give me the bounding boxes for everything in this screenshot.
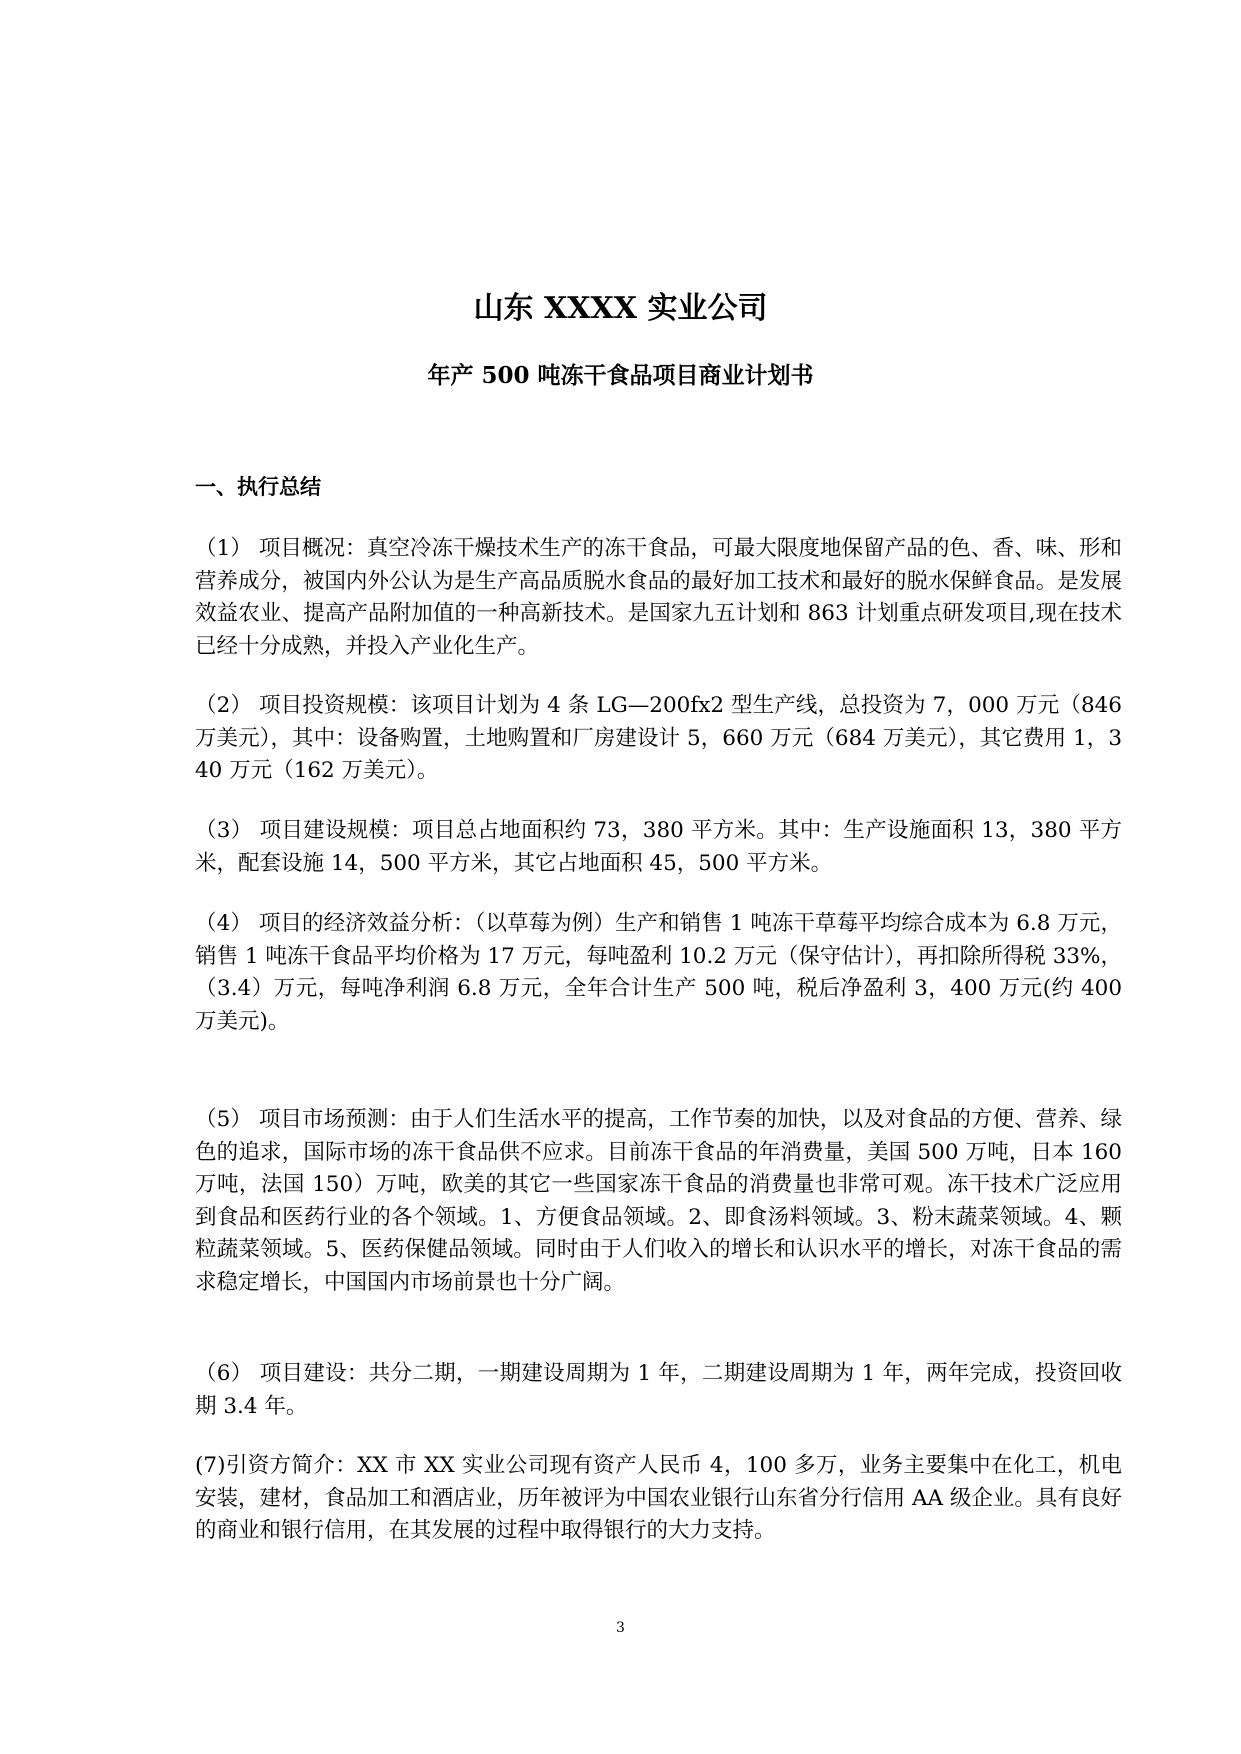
paragraph-project-overview: （1） 项目概况：真空冷冻干燥技术生产的冻干食品，可最大限度地保留产品的色、香、味、形和营养成分，被国内外公认为是生产高品质脱水食品的最好加工技术和最好的脱水保鲜食品。是发展效益农业、提高产品附加值的一种高新技术。是国家九五计划和 863 计划重点研发项目,现在技术已经十分成熟，并投入产业化生产。 [195,536,1122,659]
paragraph-market-forecast: （5） 项目市场预测：由于人们生活水平的提高，工作节奏的加快，以及对食品的方便、营养、绿色的追求，国际市场的冻干食品供不应求。目前冻干食品的年消费量，美国 500 万吨，日本 160 万吨，法国 150）万吨，欧美的其它一些国家冻干食品的消费量也非常可观。冻干技术广泛应用到食品和医药行业的各个领域。1、方便食品领域。2、即食汤料领域。3、粉末蔬菜领域。4、颗粒蔬菜领域。5、医药保健品领域。同时由于人们收入的增长和认识水平的增长，对冻干食品的需求稳定增长，中国国内市场前景也十分广阔。 [195,1107,1122,1295]
paragraph-construction-scale: （3） 项目建设规模：项目总占地面积约 73，380 平方米。其中：生产设施面积 13，380 平方米，配套设施 14，500 平方米，其它占地面积 45，500 平方米。 [195,818,1122,876]
section-heading-executive-summary: 一、执行总结 [195,474,321,499]
paragraph-economic-analysis: （4） 项目的经济效益分析：（以草莓为例）生产和销售 1 吨冻干草莓平均综合成本为 6.8 万元，销售 1 吨冻干食品平均价格为 17 万元，每吨盈利 10.2 万元（保守估计），再扣除所得税 33%，（3.4）万元，每吨净利润 6.8 万元，全年合计生产 500 吨，税后净盈利 3，400 万元(约 400 万美元)。 [195,911,1122,1034]
paragraph-investor-profile: (7)引资方简介：XX 市 XX 实业公司现有资产人民币 4，100 多万，业务主要集中在化工，机电安装，建材，食品加工和酒店业，历年被评为中国农业银行山东省分行信用 AA 级企业。具有良好的商业和银行信用，在其发展的过程中取得银行的大力支持。 [195,1453,1122,1543]
document-title: 山东 XXXX 实业公司 [473,291,768,326]
paragraph-project-construction: （6） 项目建设：共分二期，一期建设周期为 1 年，二期建设周期为 1 年，两年完成，投资回收期 3.4 年。 [195,1361,1122,1419]
page-number: 3 [616,1620,625,1636]
document-subtitle: 年产 500 吨冻干食品项目商业计划书 [427,362,814,389]
paragraph-investment-scale: （2） 项目投资规模：该项目计划为 4 条 LG—200fx2 型生产线，总投资为 7，000 万元（846 万美元），其中：设备购置，土地购置和厂房建设计 5，660 万元（684 万美元），其它费用 1，340 万元（162 万美元）。 [195,693,1122,783]
